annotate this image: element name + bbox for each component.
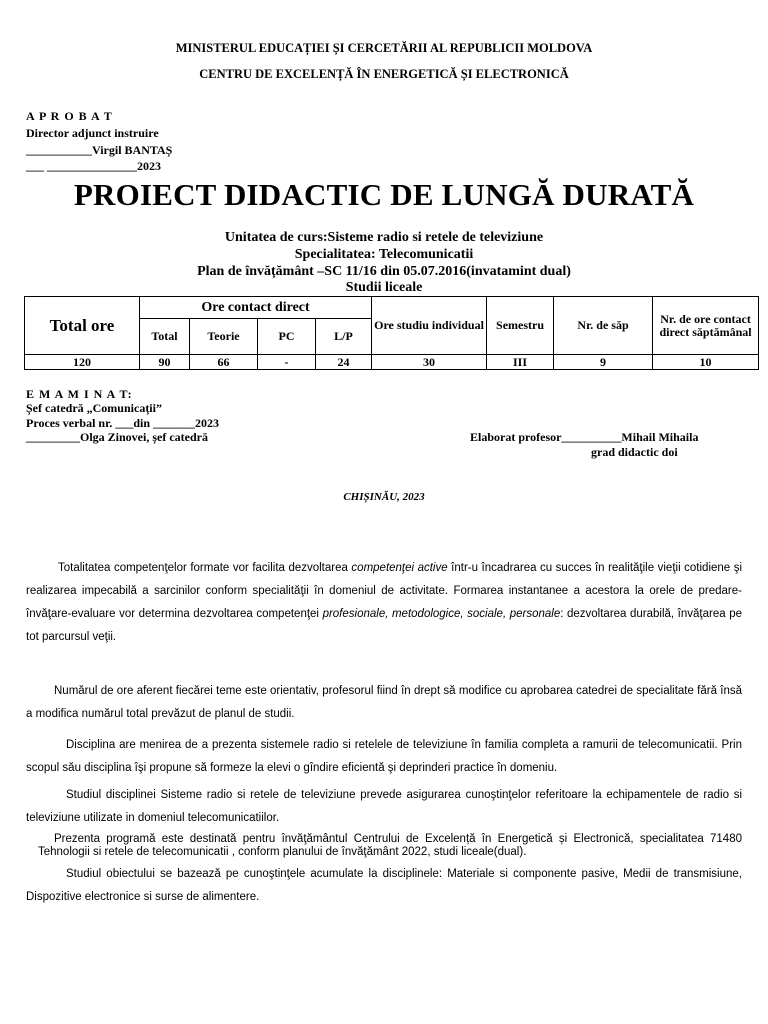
document-title: PROIECT DIDACTIC DE LUNGĂ DURATĂ: [73, 177, 695, 212]
course-specialty: Specialitatea: Telecomunicatii: [294, 247, 474, 262]
paragraph-text: Studiul obiectului se bazează pe cunoştinţele acumulate la disciplinele: Materiale si componente pasive, Medii de transmisiune, Dispozitive electronice si surse de alimentere.: [26, 868, 742, 903]
approved-label: A P R O B A T: [26, 109, 113, 123]
place-year: CHIȘINĂU, 2023: [343, 491, 425, 503]
header-theory: Teorie: [190, 319, 258, 355]
examined-label: E M A M I N A T:: [26, 387, 133, 401]
table-cell: 30: [372, 355, 487, 370]
paragraph-emphasis: profesionale, metodologice, sociale, personale: [322, 608, 561, 620]
paragraph-text: Disciplina are menirea de a prezenta sistemele radio si retelele de televiziune în familia completa a ramurii de telecomunicatii. Prin scopul său disciplina îşi propune să formeze la elevi o gîndire eficientă şi deprinderi practice în domeniu.: [26, 739, 742, 774]
paragraph-hours: [26, 680, 742, 726]
header-sub-total: Total: [140, 319, 190, 355]
examined-signature: _________Olga Zinovei, șef catedră: [26, 430, 208, 444]
approved-signature: ___________Virgil BANTAȘ: [26, 143, 173, 157]
header-total-hours: Total ore: [25, 297, 140, 355]
table-cell: 10: [653, 355, 759, 370]
header-contact-hours: Ore contact direct: [140, 297, 372, 319]
table-cell: 24: [316, 355, 372, 370]
approved-role: Director adjunct instruire: [26, 126, 159, 140]
hours-table: [24, 296, 759, 370]
author-line: Elaborat profesor__________Mihail Mihaila: [470, 430, 699, 444]
ministry-heading: MINISTERUL EDUCAȚIEI ȘI CERCETĂRII AL REPUBLICII MOLDOVA: [175, 41, 593, 55]
course-plan: Plan de învățământ –SC 11/16 din 05.07.2016(invatamint dual): [197, 264, 571, 279]
examined-minutes: Proces verbal nr. ___din _______2023: [26, 416, 220, 430]
paragraph-text: Totalitatea competenţelor formate vor facilita dezvoltarea: [58, 562, 352, 574]
header-lp: L/P: [316, 319, 372, 355]
institution-heading: CENTRU DE EXCELENȚĂ ÎN ENERGETICĂ ȘI ELECTRONICĂ: [199, 67, 569, 81]
table-cell: 120: [25, 355, 140, 370]
paragraph-basis: [26, 863, 742, 909]
table-cell: -: [258, 355, 316, 370]
paragraph-text: într-u încadrarea cu succes în realităţile vieţii cotidiene şi realizarea impecabilă a sarcinilor conform specialităţii în domeniul de activitate. Formarea instantanee a acestora la orele de predare-învăţare-evaluare vor determina dezvoltarea competenţei: [26, 562, 743, 620]
paragraph-text: Numărul de ore aferent fiecărei teme este orientativ, profesorul fiind în drept să modifice cu aprobarea catedrei de specialitate fără însă a modifica numărul total prevăzut de planul de studii.: [26, 685, 742, 720]
paragraph-study: [26, 784, 742, 830]
table-cell: 66: [190, 355, 258, 370]
header-semester: Semestru: [487, 297, 554, 355]
paragraph-emphasis: competenţei active: [351, 562, 448, 574]
paragraph-program: [38, 833, 742, 859]
approved-date: ___ _______________2023: [26, 159, 161, 173]
examined-chair: Șef catedră „Comunicații”: [26, 401, 162, 415]
paragraph-text: Studiul disciplinei Sisteme radio si retele de televiziune prevede asigurarea cunoştinţelor referitoare la echipamentele de radio si televiziune utilizate in domeniul telecomunicatiilor.: [26, 789, 742, 824]
header-pc: PC: [258, 319, 316, 355]
header-weekly-hours: Nr. de ore contact direct săptămânal: [653, 297, 759, 355]
paragraph-competencies: [26, 557, 742, 649]
table-cell: 9: [554, 355, 653, 370]
header-weeks: Nr. de săp: [554, 297, 653, 355]
course-unit: Unitatea de curs:Sisteme radio si retele de televiziune: [224, 230, 544, 245]
paragraph-text: Prezenta programă este destinată pentru învăţământul Centrului de Excelență în Energetică și Electronică, specialitatea 71480 Tehnologii si retele de telecomunicatii , conform planului de învăţământ 2022, studi liceale(dual).: [38, 833, 742, 858]
author-degree: grad didactic doi: [591, 445, 678, 459]
table-cell: III: [487, 355, 554, 370]
header-individual-hours: Ore studiu individual: [372, 297, 487, 355]
table-cell: 90: [140, 355, 190, 370]
paragraph-text: : dezvoltarea durabilă, învăţarea pe tot parcursul veţii.: [26, 608, 742, 643]
paragraph-discipline: [26, 734, 742, 780]
course-studies: Studii liceale: [345, 280, 423, 295]
